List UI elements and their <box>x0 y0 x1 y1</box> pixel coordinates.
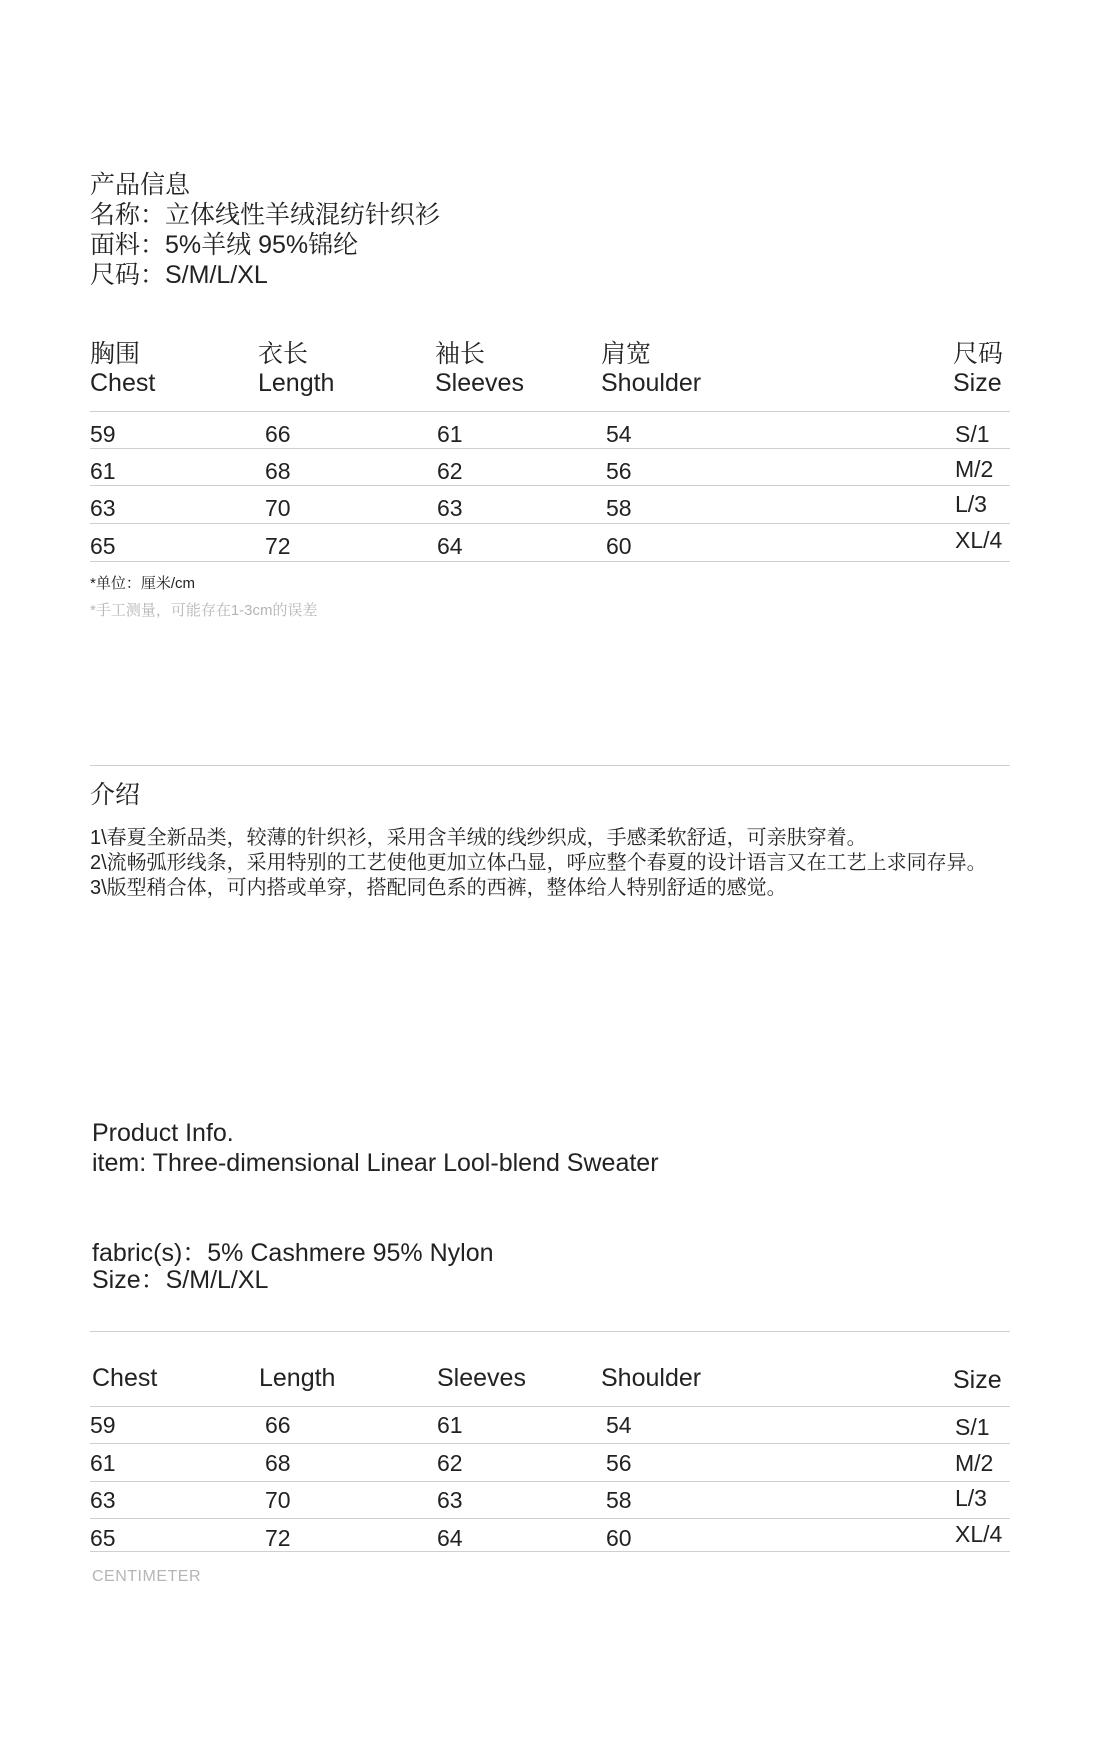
cn-row2-shoulder: 56 <box>606 458 632 484</box>
en-row-divider <box>90 1518 1010 1519</box>
en-row3-size: L/3 <box>955 1485 987 1511</box>
en-table-bottom-rule <box>90 1551 1010 1552</box>
cn-row3-length: 70 <box>265 495 291 521</box>
cn-row2-sleeves: 62 <box>437 458 463 484</box>
cn-row2-chest: 61 <box>90 458 116 484</box>
cn-row1-shoulder: 54 <box>606 421 632 447</box>
en-row1-chest: 59 <box>90 1412 116 1438</box>
cn-row-divider <box>90 485 1010 486</box>
cn-row-divider <box>90 448 1010 449</box>
en-info-item: item: Three-dimensional Linear Lool-blend Sweater <box>92 1149 659 1177</box>
en-row1-size: S/1 <box>955 1414 990 1440</box>
en-row1-length: 66 <box>265 1412 291 1438</box>
cn-note-error: *手工测量，可能存在1-3cm的误差 <box>90 602 318 619</box>
cn-row1-size: S/1 <box>955 421 990 447</box>
cn-header-shoulder-cn: 肩宽 <box>601 340 652 368</box>
en-row3-shoulder: 58 <box>606 1487 632 1513</box>
en-header-shoulder: Shoulder <box>601 1364 702 1392</box>
cn-row1-sleeves: 61 <box>437 421 463 447</box>
en-row1-shoulder: 54 <box>606 1412 632 1438</box>
en-row4-chest: 65 <box>90 1525 116 1551</box>
en-info-fabric: fabric(s)：5% Cashmere 95% Nylon <box>92 1239 494 1267</box>
cn-row2-size: M/2 <box>955 456 994 482</box>
en-info-title: Product Info. <box>92 1119 234 1147</box>
intro-top-rule <box>90 765 1010 766</box>
en-header-length: Length <box>259 1364 336 1392</box>
cn-row1-chest: 59 <box>90 421 116 447</box>
cn-table-bottom-rule <box>90 561 1010 562</box>
cn-row3-sleeves: 63 <box>437 495 463 521</box>
cn-row3-shoulder: 58 <box>606 495 632 521</box>
cn-info-fabric: 面料：5%羊绒 95%锦纶 <box>90 231 359 259</box>
cn-table-divider <box>90 411 1010 412</box>
en-header-sleeves: Sleeves <box>437 1364 526 1392</box>
cn-header-length-en: Length <box>258 369 335 397</box>
en-row4-size: XL/4 <box>955 1521 1003 1547</box>
cn-note-unit: *单位：厘米/cm <box>90 575 196 592</box>
cn-header-size-cn: 尺码 <box>953 340 1004 368</box>
en-table-divider <box>90 1406 1010 1407</box>
intro-line-2: 2\流畅弧形线条，采用特别的工艺使他更加立体凸显，呼应整个春夏的设计语言又在工艺上求同存异。 <box>90 852 987 874</box>
en-info-size: Size：S/M/L/XL <box>92 1266 269 1294</box>
cn-row4-chest: 65 <box>90 533 116 559</box>
cn-header-sleeves-en: Sleeves <box>435 369 524 397</box>
cn-header-chest-en: Chest <box>90 369 156 397</box>
cn-row-divider <box>90 523 1010 524</box>
cn-row2-length: 68 <box>265 458 291 484</box>
cn-header-length-cn: 衣长 <box>258 340 309 368</box>
cn-row3-size: L/3 <box>955 491 987 517</box>
en-header-size: Size <box>953 1366 1002 1394</box>
cn-row4-length: 72 <box>265 533 291 559</box>
cn-info-name: 名称：立体线性羊绒混纺针织衫 <box>90 201 441 229</box>
en-row2-length: 68 <box>265 1450 291 1476</box>
en-row-divider <box>90 1481 1010 1482</box>
en-row4-shoulder: 60 <box>606 1525 632 1551</box>
cn-row1-length: 66 <box>265 421 291 447</box>
cn-row3-chest: 63 <box>90 495 116 521</box>
intro-line-3: 3\版型稍合体，可内搭或单穿，搭配同色系的西裤，整体给人特别舒适的感觉。 <box>90 877 787 899</box>
en-row2-chest: 61 <box>90 1450 116 1476</box>
intro-title: 介绍 <box>90 781 141 809</box>
en-row-divider <box>90 1443 1010 1444</box>
en-unit-label: CENTIMETER <box>92 1568 201 1585</box>
cn-info-title: 产品信息 <box>90 171 191 199</box>
cn-row4-sleeves: 64 <box>437 533 463 559</box>
en-row2-sleeves: 62 <box>437 1450 463 1476</box>
en-row3-length: 70 <box>265 1487 291 1513</box>
en-row1-sleeves: 61 <box>437 1412 463 1438</box>
en-header-chest: Chest <box>92 1364 158 1392</box>
en-row3-sleeves: 63 <box>437 1487 463 1513</box>
cn-header-shoulder-en: Shoulder <box>601 369 702 397</box>
en-row4-length: 72 <box>265 1525 291 1551</box>
intro-line-1: 1\春夏全新品类，较薄的针织衫，采用含羊绒的线纱织成，手感柔软舒适，可亲肤穿着。 <box>90 827 867 849</box>
cn-info-size: 尺码：S/M/L/XL <box>90 261 268 289</box>
en-row3-chest: 63 <box>90 1487 116 1513</box>
en-section-rule <box>90 1331 1010 1332</box>
cn-row4-size: XL/4 <box>955 527 1003 553</box>
en-row4-sleeves: 64 <box>437 1525 463 1551</box>
cn-header-sleeves-cn: 袖长 <box>435 340 486 368</box>
cn-row4-shoulder: 60 <box>606 533 632 559</box>
cn-header-size-en: Size <box>953 369 1002 397</box>
en-row2-size: M/2 <box>955 1450 994 1476</box>
en-row2-shoulder: 56 <box>606 1450 632 1476</box>
cn-header-chest-cn: 胸围 <box>90 340 141 368</box>
